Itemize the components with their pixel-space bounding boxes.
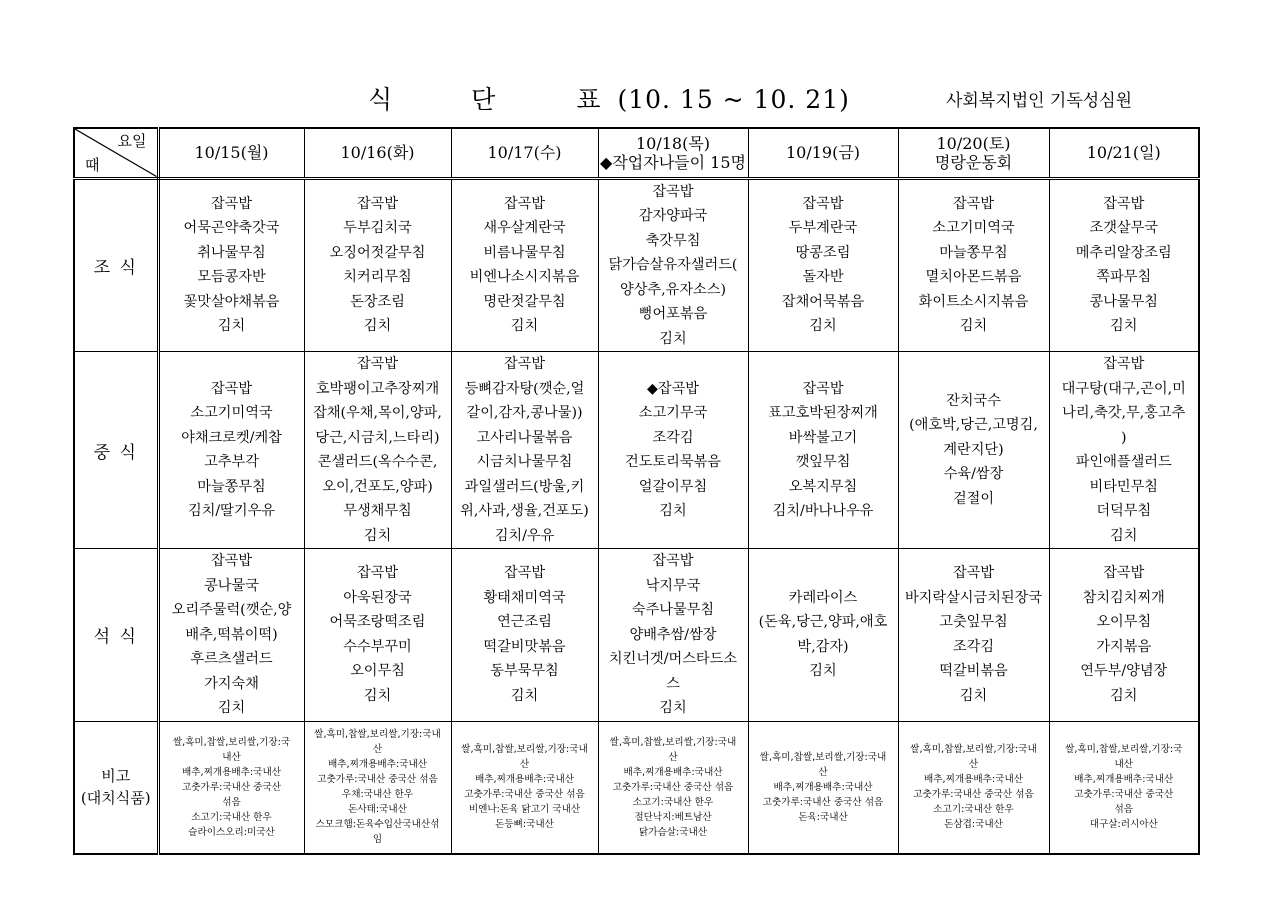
menu-item: 취나물무침 [197,244,266,261]
menu-item: 잡곡밥 [210,380,253,397]
menu-item: 오징어젓갈무침 [329,244,426,261]
menu-item: 후르츠샐러드 [190,651,273,667]
origin-note-line: 고춧가루:국내산 중국산 [182,781,281,793]
menu-cell [304,549,451,722]
menu-item: 시금치나물무침 [476,454,573,470]
day-date: 10/17(수) [487,143,562,163]
origin-note-cell [304,721,451,854]
origin-note-cell [898,721,1049,854]
menu-item: 대구탕(대구,곤이,미 [1061,380,1186,397]
title-char: 표 [576,85,602,114]
menu-item: 더덕무침 [1096,503,1152,519]
menu-item: 마늘쫑무침 [939,244,1008,261]
menu-item: 김치 [659,330,687,347]
menu-item: 아욱된장국 [343,589,412,606]
menu-item: 잡곡밥 [1103,356,1145,372]
menu-item: 잡곡밥 [802,380,844,397]
menu-item: 소고기무국 [638,405,708,421]
menu-item: (돈육,당근,양파,애호 [758,614,888,631]
corner-day-label: 요일 [117,132,147,150]
day-header [304,128,451,178]
menu-item: 건도토리묵볶음 [625,454,721,470]
origin-note-line: 내산 [1114,759,1134,771]
menu-item: 연두부/양념장 [1080,663,1168,680]
menu-item: 박,감자) [797,638,849,655]
menu-item: 두부김치국 [343,220,412,237]
menu-item: ◆잡곡밥 [646,380,700,397]
menu-item: ) [1120,429,1127,446]
menu-item: 김치 [510,687,539,704]
header-row [74,128,1199,178]
menu-item: 잡채(우채,목이,양파, [313,405,442,421]
menu-item: 잡곡밥 [356,356,399,372]
origin-note-line: 소고기:국내산 한우 [191,811,272,823]
menu-item: 새우살계란국 [483,220,566,237]
origin-note-cell [748,721,898,854]
menu-item: 잡곡밥 [356,565,399,582]
menu-item: 등뼈감자탕(깻순,얼 [464,380,585,397]
menu-item: 위,사과,생율,건포도) [460,503,589,519]
menu-item: 비타민무침 [1089,478,1159,495]
menu-item: 잡곡밥 [503,565,546,582]
menu-item: 조각김 [952,638,995,655]
origin-note-line: 배추,찌개용배추:국내산 [623,766,723,778]
menu-item: 잔치국수 [946,392,1001,409]
menu-item: 두부계란국 [788,220,858,237]
day-header [1049,128,1199,178]
origin-note-line: 절단낙지:베트남산 [634,811,712,823]
menu-item: 김치 [659,503,687,519]
meal-label: 조 식 [74,178,158,352]
breakfast-row [74,178,1199,352]
organization-name: 사회복지법인 기독성심원 [946,91,1133,111]
menu-item: 김치 [363,318,392,335]
notes-label-sub: (대치식품) [80,789,151,808]
menu-item: 수수부꾸미 [343,638,412,655]
menu-item: 양배추쌈/쌈장 [629,626,717,643]
origin-note-line: 고춧가루:국내산 중국산 섞음 [762,796,884,808]
menu-item: 바지락살시금치된장국 [904,589,1043,606]
menu-item: 배추,떡볶이떡) [185,626,278,643]
menu-item: 어묵조랑떡조림 [329,614,426,631]
origin-note-line: 고춧가루:국내산 중국산 섞음 [464,789,585,801]
menu-item: 오이무침 [350,663,405,680]
menu-item: 김치 [959,318,988,335]
menu-item: 멸치아몬드볶음 [925,269,1022,286]
menu-cell [598,549,748,722]
menu-item: 돌자반 [802,269,844,286]
meal-label: 석 식 [74,549,158,722]
origin-note-line: 섞음 [222,796,241,808]
origin-note-line: 배추,찌개용배추:국내산 [773,781,873,793]
menu-item: 오리주물럭(깻순,양 [171,602,292,618]
page-title [368,80,850,116]
origin-note-line: 돈삼겹:국내산 [944,819,1003,831]
origin-note-line: 내산 [222,751,241,763]
menu-table [73,127,1200,855]
menu-item: 콩나물국 [204,577,259,594]
menu-item: 비엔나소시지볶음 [469,269,580,286]
menu-item: 잡채어묵볶음 [781,293,865,310]
menu-item: 김치 [1110,527,1138,544]
menu-item: 잡곡밥 [652,183,694,200]
menu-item: 오이,건포도,양파) [322,478,433,495]
origin-note-line: 배추,찌개용배추:국내산 [1074,774,1174,786]
menu-item: 김치/우유 [494,527,555,544]
meal-label: 중 식 [74,352,158,549]
origin-note-line: 쌀,흑미,찹쌀,보리쌀,기장:국내 [609,736,737,748]
menu-cell [451,352,598,549]
day-event: 명랑운동회 [934,152,1013,172]
menu-item: 잡곡밥 [652,553,694,569]
menu-item: 가지숙채 [204,675,259,692]
menu-cell [598,178,748,352]
menu-item: 갈이,감자,콩나물)) [466,405,583,421]
origin-note-line: 고춧가루:국내산 중국산 [1074,789,1174,801]
menu-item: 잡곡밥 [1103,565,1145,582]
menu-item: 얼갈이무침 [638,478,708,495]
menu-item: 파인애플샐러드 [1075,454,1172,470]
menu-item: 나리,축갓,무,홍고추 [1062,405,1186,421]
menu-item: 콘샐러드(옥수수콘, [317,454,438,470]
menu-cell [898,549,1049,722]
menu-item: 김치 [1110,318,1138,335]
menu-item: 잡곡밥 [952,195,995,212]
menu-item: 야채크로켓/케찹 [181,429,282,446]
menu-cell [1049,549,1199,722]
menu-item: 떡갈비볶음 [939,663,1008,680]
title-char: 식 [368,85,394,114]
day-date: 10/20(토) [936,133,1011,153]
menu-item: 조갯살무국 [1089,220,1159,237]
origin-note-line: 쌀,흑미,찹쌀,보리쌀,기장:국내 [910,744,1037,756]
menu-item: 김치/딸기우유 [187,503,275,519]
menu-item: 바싹불고기 [788,429,858,446]
corner-cell [74,128,158,178]
menu-item: 숙주나물무침 [631,602,715,618]
day-header [748,128,898,178]
notes-label-main: 비고 [101,767,131,786]
menu-item: 깻잎무침 [795,454,851,470]
menu-item: 호박팽이고추장찌개 [315,380,440,397]
menu-item: 가지볶음 [1096,638,1152,655]
menu-item: 낙지무국 [645,577,701,594]
menu-item: 고춧잎무침 [939,614,1008,631]
menu-item: 잡곡밥 [1103,195,1145,212]
menu-item: 소고기미역국 [190,405,273,421]
origin-note-line: 고춧가루:국내산 중국산 섞음 [612,781,734,793]
origin-note-line: 소고기:국내산 한우 [632,796,714,808]
origin-note-cell [158,721,304,854]
menu-item: 황태채미역국 [483,589,566,606]
menu-item: 잡곡밥 [952,565,995,582]
dinner-row [74,549,1199,722]
menu-item: 소고기미역국 [932,220,1015,237]
menu-item: 잡곡밥 [210,553,253,569]
origin-note-line: 배추,찌개용배추:국내산 [328,759,427,771]
menu-item: 땅콩조림 [795,244,851,261]
menu-item: 계란지단) [943,441,1004,458]
menu-cell [304,352,451,549]
menu-item: 수육/쌈장 [943,466,1004,483]
day-header [598,128,748,178]
menu-item: 당근,시금치,느타리) [315,429,440,446]
menu-cell [304,178,451,352]
menu-item: 메추리알장조림 [1075,244,1172,261]
menu-item: 축갓무침 [645,232,701,249]
origin-note-line: 돈사태:국내산 [348,804,407,816]
menu-item: 카레라이스 [788,589,858,606]
lunch-row [74,352,1199,549]
menu-cell [898,178,1049,352]
menu-item: (애호박,당근,고명김, [909,417,1038,434]
menu-item: 연근조림 [497,614,552,631]
menu-item: 김치 [1110,687,1138,704]
menu-item: 화이트소시지볶음 [918,293,1029,310]
menu-item: 고추부각 [204,454,259,470]
menu-item: 오이무침 [1096,614,1152,631]
origin-note-line: 스모크햄:돈육수입산국내산섞 [315,819,440,831]
origin-note-line: 산 [818,766,828,778]
origin-note-line: 산 [372,744,383,756]
day-date: 10/18(목) [635,133,711,153]
origin-note-line: 닭가슴살:국내산 [638,826,708,838]
menu-item: 김치 [510,318,539,335]
menu-cell [1049,352,1199,549]
menu-cell [158,178,304,352]
menu-item: 닭가슴살유자샐러드( [608,257,738,273]
notes-label [74,721,158,854]
menu-item: 오복지무침 [788,478,858,495]
origin-note-line: 고춧가루:국내산 중국산 섞음 [913,789,1034,801]
origin-note-line: 소고기:국내산 한우 [933,804,1014,816]
origin-note-cell [1049,721,1199,854]
menu-item: 비름나물무침 [483,244,566,261]
origin-note-line: 우채:국내산 한우 [341,789,414,801]
menu-cell [158,549,304,722]
menu-item: 잡곡밥 [802,195,844,212]
menu-item: 겉절이 [952,490,995,507]
origin-note-line: 대구살:러시아산 [1089,819,1158,831]
menu-item: 과일샐러드(방울,키 [464,478,585,495]
menu-cell [748,178,898,352]
title-char: 단 [471,85,497,114]
menu-item: 참치김치찌개 [1082,589,1165,606]
origin-note-line: 고춧가루:국내산 중국산 섞음 [317,774,438,786]
menu-cell [451,549,598,722]
origin-note-cell [598,721,748,854]
menu-item: 김치 [809,318,837,335]
origin-note-line: 배추,찌개용배추:국내산 [924,774,1023,786]
origin-note-line: 산 [519,759,530,771]
origin-note-line: 쌀,흑미,찹쌀,보리쌀,기장:국내 [461,744,588,756]
menu-item: 치커리무침 [343,269,412,286]
menu-item: 돈장조림 [350,293,405,310]
menu-item: 김치 [363,527,392,544]
menu-item: 양상추,유자소스) [620,281,726,298]
origin-note-line: 돈육:국내산 [798,811,848,823]
menu-item: 잡곡밥 [356,195,399,212]
origin-note-line: 섞음 [1114,804,1134,816]
origin-note-line: 배추,찌개용배추:국내산 [182,766,281,778]
menu-item: 쪽파무침 [1096,269,1152,286]
day-header [898,128,1049,178]
menu-cell [748,352,898,549]
origin-note-line: 쌀,흑미,찹쌀,보리쌀,기장:국내 [759,751,887,763]
origin-note-line: 돈등뼈:국내산 [495,819,554,831]
menu-cell [598,352,748,549]
day-date: 10/21(일) [1086,143,1161,163]
menu-item: 김치 [217,700,246,716]
menu-cell [158,352,304,549]
origin-note-line: 산 [968,759,979,771]
day-date: 10/16(화) [340,143,415,163]
day-header [158,128,304,178]
notes-row [74,721,1199,854]
menu-item: 고사리나물볶음 [476,429,573,446]
origin-note-line: 쌀,흑미,찹쌀,보리쌀,기장:국 [1065,744,1183,756]
title-date-range: (10. 15 ~ 10. 21) [617,85,850,114]
menu-item: 어묵곤약축갓국 [183,220,280,237]
menu-item: 표고호박된장찌개 [768,405,878,421]
menu-item: 김치 [659,700,687,716]
menu-item: 치킨너겟/머스타드소 [608,651,738,667]
origin-note-line: 쌀,흑미,찹쌀,보리쌀,기장:국내 [314,729,441,741]
menu-item: 잡곡밥 [503,356,546,372]
menu-item: 김치 [959,687,988,704]
menu-item: 잡곡밥 [503,195,546,212]
origin-note-line: 임 [372,834,383,846]
menu-item: 꽃맛살야채볶음 [183,293,280,310]
menu-cell [898,352,1049,549]
menu-cell [451,178,598,352]
origin-note-line: 슬라이스오리:미국산 [188,826,275,838]
menu-cell [748,549,898,722]
origin-note-line: 산 [668,751,678,763]
menu-item: 콩나물무침 [1089,293,1159,310]
menu-item: 조각김 [652,429,694,446]
menu-cell [1049,178,1199,352]
day-date: 10/19(금) [785,143,861,163]
day-date: 10/15(월) [194,143,269,163]
menu-item: 떡갈비맛볶음 [483,638,566,655]
corner-time-label: 때 [85,155,100,174]
menu-item: 김치/바나나우유 [772,503,874,519]
menu-item: 감자양파국 [638,208,708,224]
menu-item: 명란젓갈무침 [483,293,566,310]
menu-item: 김치 [363,687,392,704]
menu-item: 스 [666,675,680,692]
menu-item: 동부묵무침 [490,663,559,680]
origin-note-line: 쌀,흑미,찹쌀,보리쌀,기장:국 [172,736,291,748]
menu-item: 뻥어포볶음 [638,306,708,322]
day-header [451,128,598,178]
origin-note-line: 배추,찌개용배추:국내산 [475,774,574,786]
menu-item: 김치 [809,663,837,680]
menu-item: 마늘쫑무침 [197,478,266,495]
menu-item: 무생채무침 [343,503,412,519]
menu-item: 김치 [217,318,246,335]
menu-item: 모듬콩자반 [197,269,266,286]
day-event: ◆작업자나들이 15명 [600,152,746,172]
origin-note-line: 비엔나:돈육 닭고기 국내산 [468,804,581,816]
origin-note-cell [451,721,598,854]
menu-item: 잡곡밥 [210,195,253,212]
